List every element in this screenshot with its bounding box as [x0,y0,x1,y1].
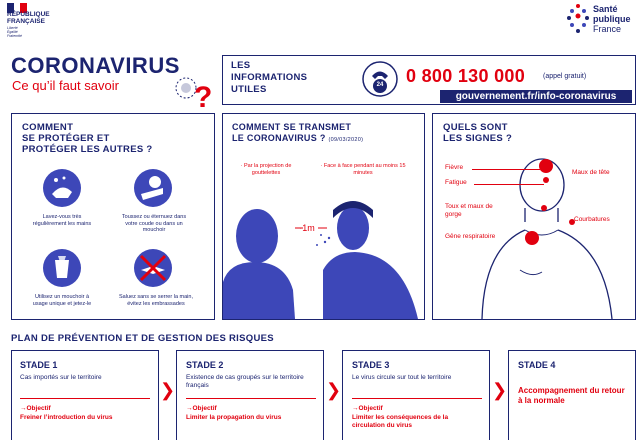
sign-breathing: Gêne respiratoire [445,233,496,240]
transmit-point-2: · Face à face pendant au moins 15 minutes [320,163,406,176]
plan-title: PLAN DE PRÉVENTION ET DE GESTION DES RISQUES [11,333,274,344]
protect-item-2: Toussez ou éternuez dans votre coude ou dans un mouchoir [121,214,187,233]
stage-arrow-2: ❯ [326,380,342,400]
hand-washing-icon [42,168,82,208]
sante-publique-label: Santé publique France [593,4,631,34]
phone-24h-badge: 24 [376,82,384,88]
republic-label: RÉPUBLIQUE FRANÇAISE [7,11,50,25]
republic-motto: Liberté Égalité Fraternité [7,26,22,38]
cough-elbow-icon [133,168,173,208]
phone-number[interactable]: 0 800 130 000 [406,66,526,86]
phone-24h-icon [360,59,400,99]
sign-fatigue-line [474,184,544,185]
stage-arrow-1: ❯ [160,380,176,400]
stage-4-desc: Accompagnement du retour à la normale [518,386,625,405]
stage-1-objective-label: →Objectif [20,405,51,412]
page-title: CORONAVIRUS [11,53,180,78]
virus-question-icon [170,70,215,110]
sante-publique-logo [566,2,590,36]
stage-3-objective: Limiter les conséquences de la circulation du virus [352,414,449,429]
signs-title: QUELS SONT LES SIGNES ? [443,122,513,144]
stage-3-divider [352,398,482,399]
useful-info-label: LES INFORMATIONS UTILES [231,60,308,95]
stage-4-name: STADE 4 [518,360,556,370]
sign-fever: Fièvre [445,164,464,171]
tissue-icon [42,248,82,288]
page-subtitle: Ce qu’il faut savoir [12,78,119,93]
phone-note: (appel gratuit) [543,73,587,80]
sign-headache: Maux de tête [572,169,610,176]
svg-text:?: ? [194,81,213,110]
stage-2-divider [186,398,316,399]
stage-3-objective-label: →Objectif [352,405,383,412]
stage-arrow-3: ❯ [492,380,508,400]
info-url-link[interactable]: gouvernement.fr/info-coronavirus [440,90,632,103]
marianne-logo [7,0,27,10]
sign-aches: Courbatures [574,216,610,223]
transmit-date: (09/03/2020) [328,137,364,143]
stage-1-divider [20,398,150,399]
stage-3-name: STADE 3 [352,360,390,370]
sign-cough: Toux et maux de gorge [445,203,493,218]
stage-1-objective: Freiner l’introduction du virus [20,414,113,421]
protect-title: COMMENT SE PROTÉGER ET PROTÉGER LES AUTRES ? [22,122,153,155]
transmit-point-1: · Par la projection de gouttelettes [240,163,292,176]
protect-item-4: Saluez sans se serrer la main, évitez les embrassades [119,294,193,307]
stage-2-objective-label: →Objectif [186,405,217,412]
no-handshake-icon [133,248,173,288]
stage-2-objective: Limiter la propagation du virus [186,414,282,421]
stage-1-name: STADE 1 [20,360,58,370]
stage-2-desc: Existence de cas groupés sur le territoire français [186,374,304,389]
protect-item-1: Lavez-vous très régulièrement les mains [32,214,92,227]
distance-label: ~1m [297,223,315,233]
protect-item-3: Utilisez un mouchoir à usage unique et jetez-le [32,294,92,307]
transmit-title: COMMENT SE TRANSMET LE CORONAVIRUS ? (09/03/2020) [232,122,364,143]
stage-3-desc: Le virus circule sur tout le territoire [352,374,452,381]
sign-fever-line [472,169,540,170]
transmission-illustration [223,190,424,319]
stage-1-desc: Cas importés sur le territoire [20,374,102,381]
body-illustration [480,150,635,319]
sign-fatigue: Fatigue [445,179,467,186]
stage-2-name: STADE 2 [186,360,224,370]
